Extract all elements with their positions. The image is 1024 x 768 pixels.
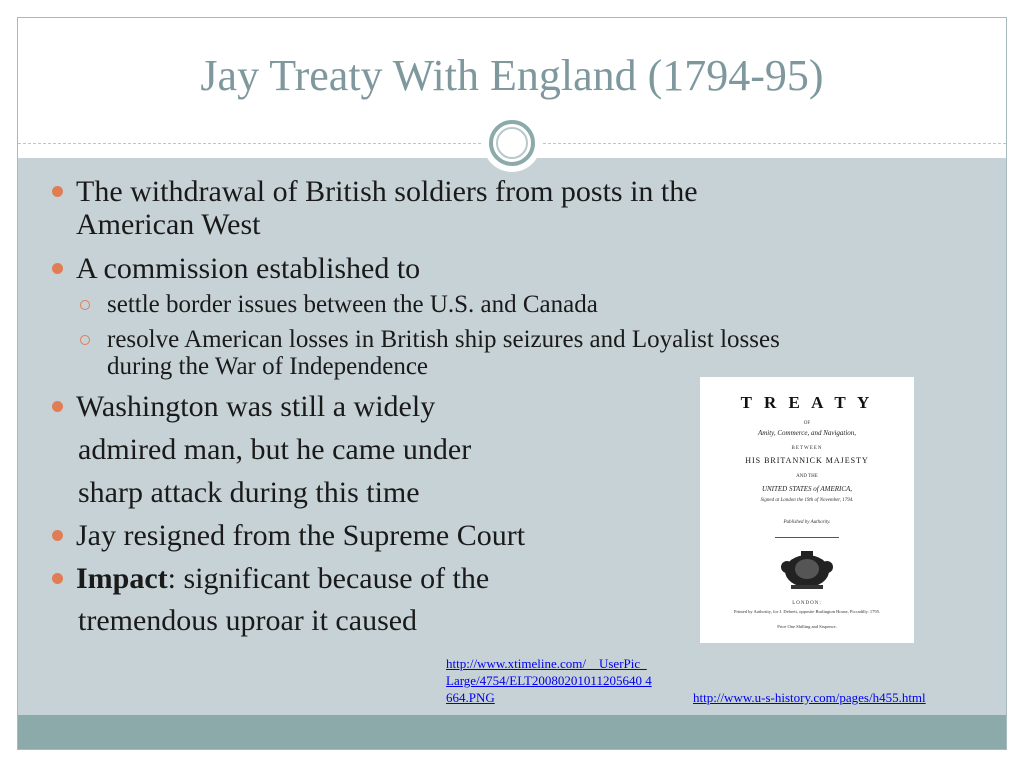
treaty-line-amity: Amity, Commerce, and Navigation, [757,429,857,437]
bullet-1-line-1: The withdrawal of British soldiers from posts in the [76,175,698,208]
treaty-line-price: Price One Shilling and Sixpence. [777,624,837,629]
source-link-us-history[interactable]: http://www.u-s-history.com/pages/h455.html [693,690,926,705]
sub-bullet-2-line-2: during the War of Independence [107,353,429,380]
royal-arms-emblem [777,547,837,591]
bullet-dot-icon [52,530,63,541]
sub-bullet-ring-icon [80,335,90,345]
impact-label: Impact [76,562,168,595]
bullet-3-line-1: Washington was still a widely [76,390,436,423]
sub-bullet-2-line-1: resolve American losses in British ship seizures and Loyalist losses [107,326,780,353]
treaty-line-printer: Printed by Authority, for J. Debrett, opposite Burlington House, Piccadilly. 1795. [734,609,880,614]
bullet-4: Jay resigned from the Supreme Court [76,519,526,552]
bullet-2: A commission established to [76,252,421,285]
bullet-dot-icon [52,573,63,584]
bullet-3-line-2: admired man, but he came under [78,433,472,466]
sub-bullet-ring-icon [80,300,90,310]
treaty-line-of: OF [803,421,811,426]
sub-bullet-1: settle border issues between the U.S. and Canada [107,291,598,318]
treaty-line-published: Published by Authority. [783,520,831,525]
treaty-heading: T R E A T Y [740,393,874,412]
title-divider-circle-inner-ring [496,127,528,159]
bullet-1-line-2: American West [76,208,261,241]
bullet-5-line-1 [76,562,489,596]
footer-bar [18,715,1006,749]
bullet-5-line-2: tremendous uproar it caused [78,604,418,637]
treaty-line-and: AND THE [796,474,818,479]
slide-title: Jay Treaty With England (1794-95) [200,51,824,100]
bullet-3-line-3: sharp attack during this time [78,476,420,509]
treaty-line-london: LONDON: [792,601,822,606]
treaty-line-signed: Signed at London the 19th of November, 1794. [760,498,854,503]
bullet-dot-icon [52,401,63,412]
treaty-title-page-image [700,377,914,643]
treaty-line-between: BETWEEN [791,446,823,451]
treaty-line-states: UNITED STATES of AMERICA, [761,485,853,493]
treaty-divider [775,537,839,538]
treaty-line-majesty: HIS BRITANNICK MAJESTY [745,456,869,465]
source-link-xtimeline-line-3[interactable]: 664.PNG [446,690,495,705]
bullet-dot-icon [52,186,63,197]
impact-text: : significant because of the [167,562,490,595]
source-link-xtimeline-line-1[interactable]: http://www.xtimeline.com/__UserPic_ [446,656,647,671]
bullet-dot-icon [52,263,63,274]
source-link-xtimeline-line-2[interactable]: Large/4754/ELT20080201011205640 4 [446,673,652,688]
